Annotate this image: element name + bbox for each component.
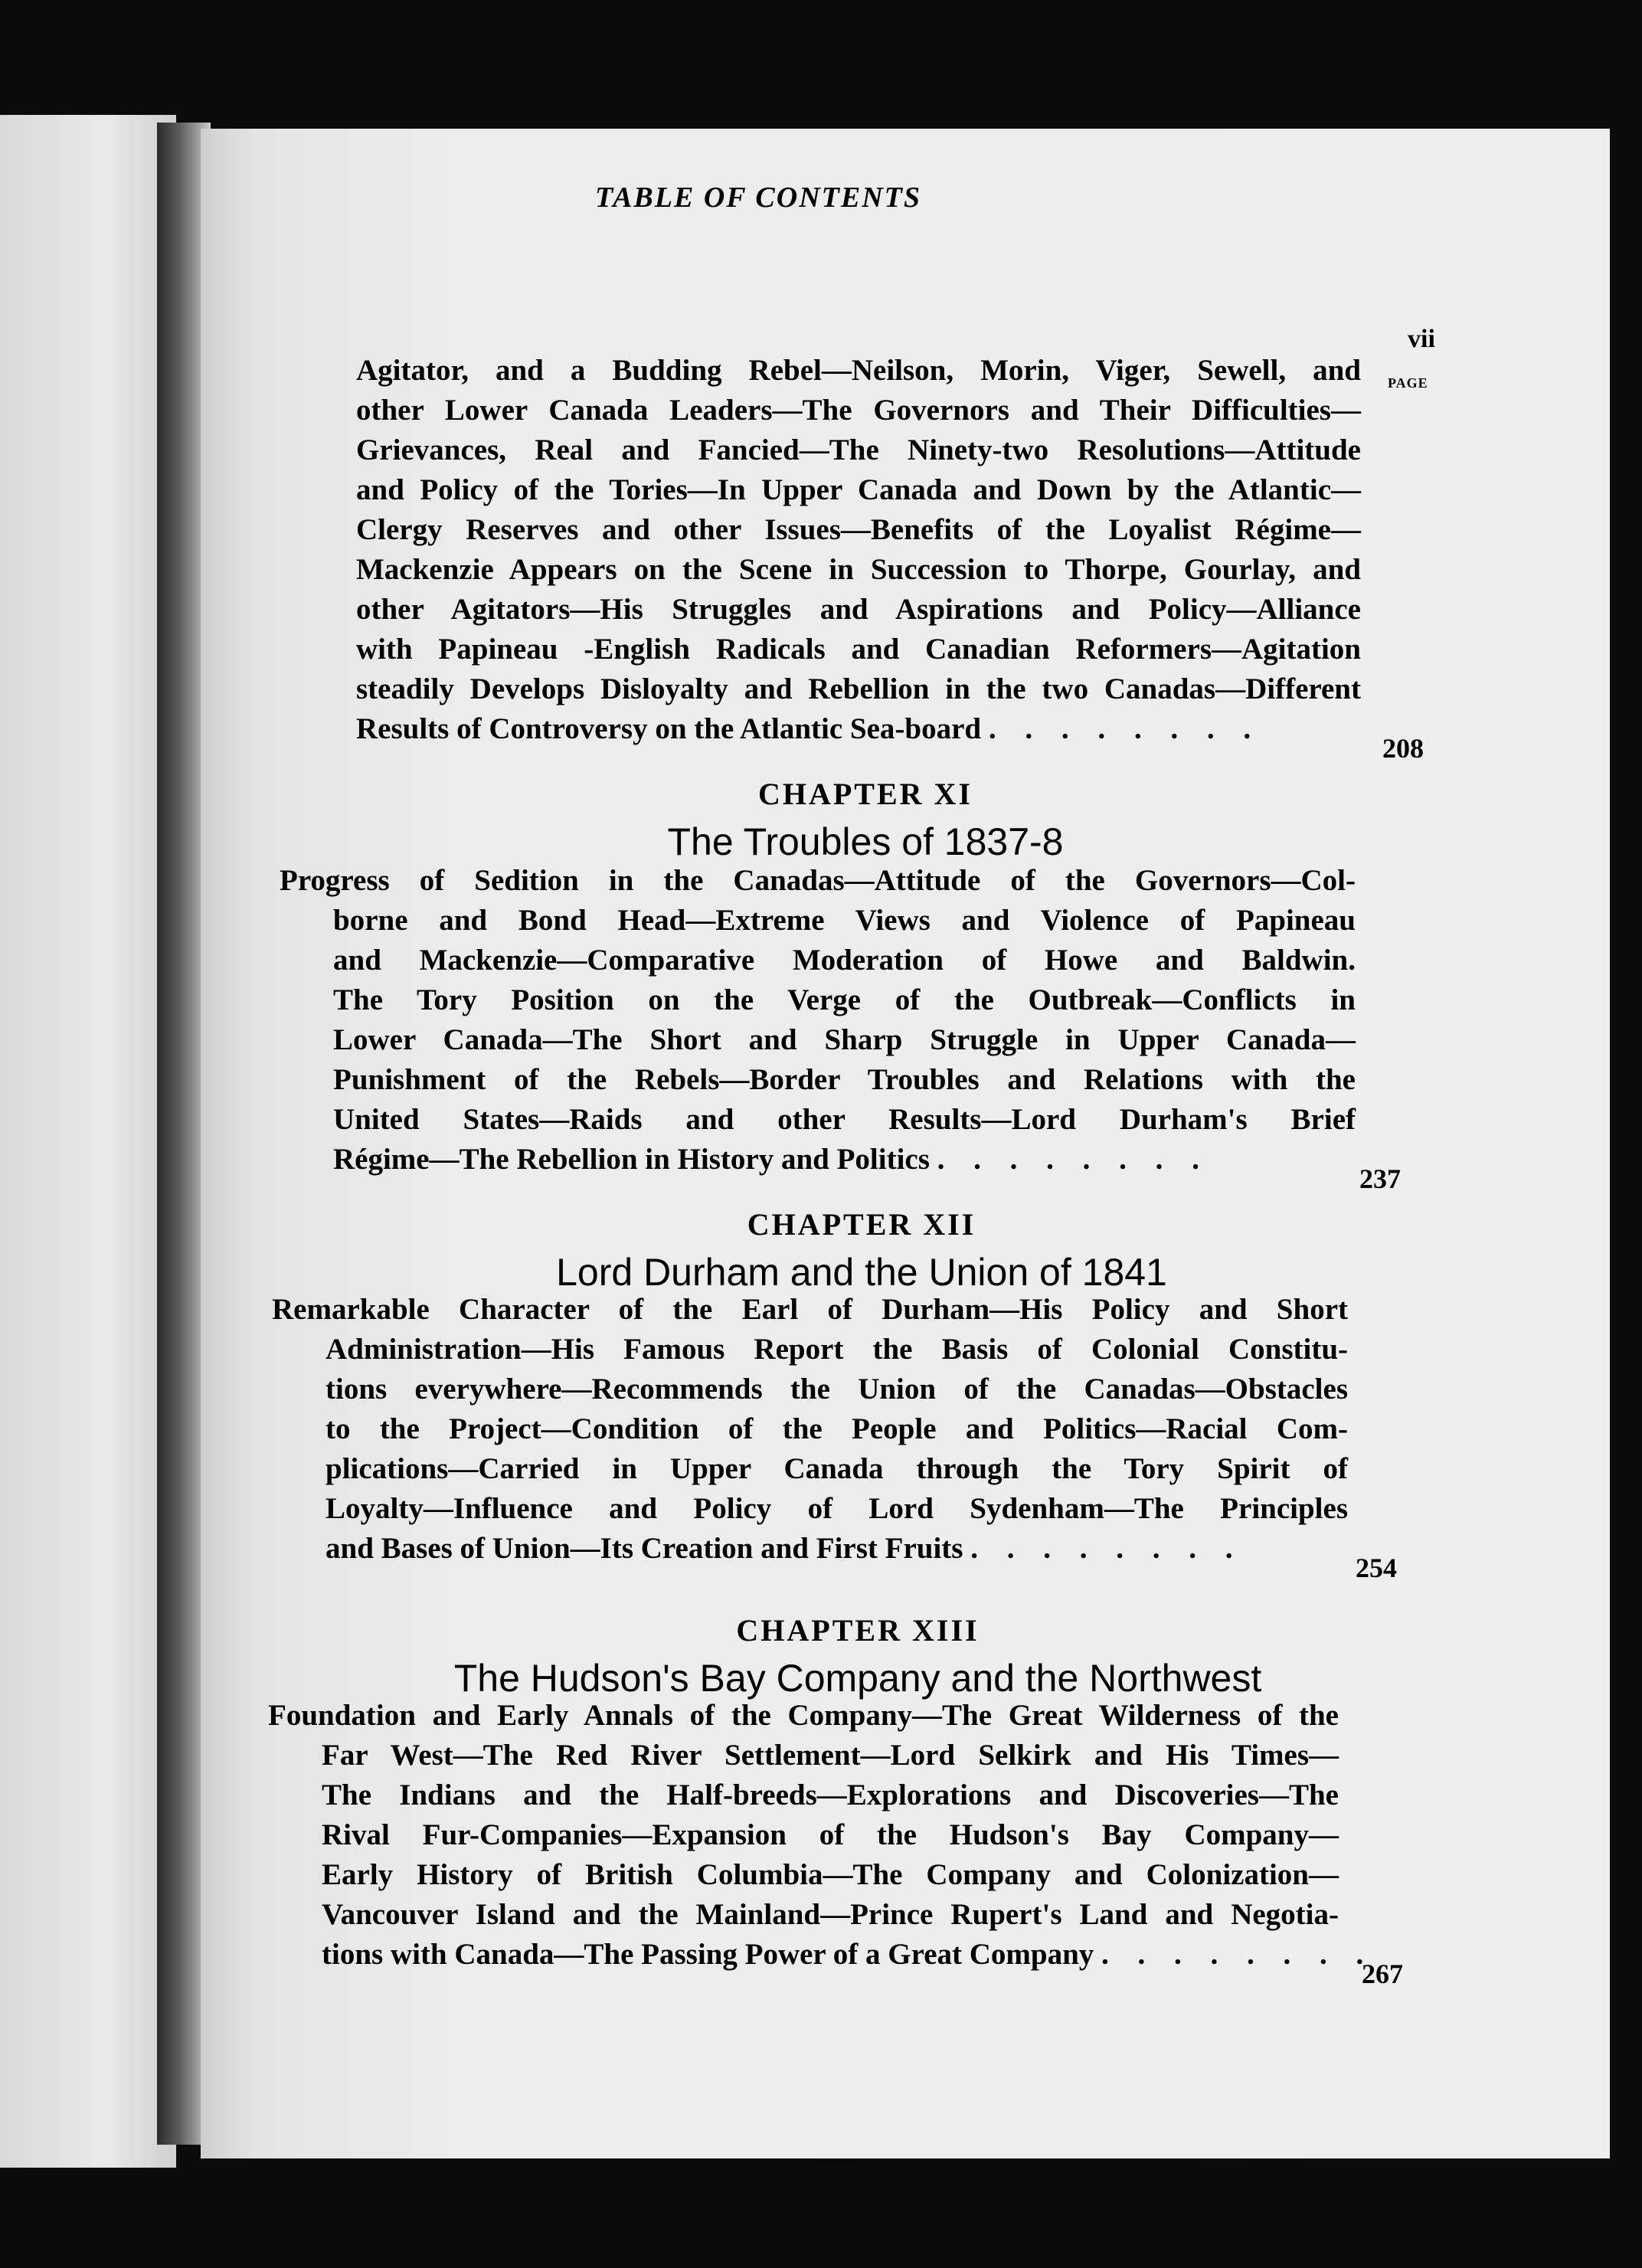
entry-line: Rival Fur-Companies—Expansion of the Hudson's Bay Company— <box>322 1818 1339 1851</box>
entry-page-number: 237 <box>1359 1163 1401 1194</box>
entry-line: The Indians and the Half-breeds—Explorations and Discoveries—The <box>322 1779 1339 1811</box>
leader-dots: . . . . . . . . <box>970 1532 1244 1565</box>
entry-line: Grievances, Real and Fancied—The Ninety-two Resolutions—Attitude <box>356 434 1361 466</box>
chapter-heading: CHAPTER XI <box>757 777 973 811</box>
page-number: vii <box>1408 325 1435 353</box>
entry-line: borne and Bond Head—Extreme Views and Violence of Papineau <box>333 904 1356 937</box>
entry-line: and Mackenzie—Comparative Moderation of Howe and Baldwin. <box>333 944 1356 977</box>
entry-line: United States—Raids and other Results—Lord Durham's Brief <box>333 1103 1356 1136</box>
entry-line: steadily Develops Disloyalty and Rebellion in the two Canadas—Different <box>356 673 1361 705</box>
entry-line: Vancouver Island and the Mainland—Prince Rupert's Land and Negotia- <box>322 1898 1339 1931</box>
entry-line-first: Remarkable Character of the Earl of Durham—His Policy and Short <box>272 1293 1348 1326</box>
toc-entry-chapter-xii <box>272 1290 1397 1583</box>
entry-line-last: and Bases of Union—Its Creation and First Fruits . . . . . . . . <box>325 1532 1244 1565</box>
entry-line-last: Results of Controversy on the Atlantic Sea-board . . . . . . . . <box>356 712 1262 745</box>
chapter-heading: CHAPTER XII <box>747 1207 976 1242</box>
left-page-edge <box>0 115 176 2168</box>
entry-line: Loyalty—Influence and Policy of Lord Sydenham—The Principles <box>325 1492 1348 1525</box>
leader-dots: . . . . . . . . <box>988 712 1262 745</box>
entry-line: with Papineau -English Radicals and Canadian Reformers—Agitation <box>356 633 1361 666</box>
entry-line: Administration—His Famous Report the Basis of Colonial Constitu- <box>325 1333 1348 1366</box>
entry-line: Mackenzie Appears on the Scene in Succession to Thorpe, Gourlay, and <box>356 553 1361 586</box>
page-column-label: PAGE <box>1388 375 1428 391</box>
entry-line: tions everywhere—Recommends the Union of the Canadas—Obstacles <box>325 1373 1348 1406</box>
entry-line-last: tions with Canada—The Passing Power of a Great Company . . . . . . . . <box>322 1938 1375 1971</box>
entry-line: The Tory Position on the Verge of the Outbreak—Conflicts in <box>333 983 1356 1016</box>
running-head: TABLE OF CONTENTS <box>594 182 922 214</box>
leader-dots: . . . . . . . . <box>1101 1938 1375 1971</box>
entry-line: plications—Carried in Upper Canada through the Tory Spirit of <box>325 1452 1348 1485</box>
entry-page-number: 267 <box>1362 1959 1403 1989</box>
entry-line: Lower Canada—The Short and Sharp Struggle in Upper Canada— <box>333 1023 1356 1056</box>
entry-line: Far West—The Red River Settlement—Lord Selkirk and His Times— <box>322 1739 1339 1772</box>
entry-line: Early History of British Columbia—The Company and Colonization— <box>322 1858 1339 1891</box>
chapter-title: The Hudson's Bay Company and the Northwest <box>453 1657 1262 1700</box>
entry-page-number: 208 <box>1382 733 1424 764</box>
entry-line-last: Régime—The Rebellion in History and Politics . . . . . . . . <box>333 1143 1210 1176</box>
entry-page-number: 254 <box>1356 1553 1397 1583</box>
leader-dots: . . . . . . . . <box>937 1143 1210 1176</box>
toc-entry-chapter-xiii <box>268 1696 1403 1989</box>
entry-line: other Lower Canada Leaders—The Governors and Their Difficulties— <box>356 394 1361 427</box>
entry-line: Clergy Reserves and other Issues—Benefits of the Loyalist Régime— <box>356 513 1361 546</box>
entry-line: and Policy of the Tories—In Upper Canada and Down by the Atlantic— <box>356 473 1361 506</box>
chapter-heading: CHAPTER XIII <box>736 1613 980 1648</box>
entry-line-first: Progress of Sedition in the Canadas—Attitude of the Governors—Col- <box>280 864 1356 897</box>
entry-line: other Agitators—His Struggles and Aspirations and Policy—Alliance <box>356 593 1361 626</box>
entry-line: Agitator, and a Budding Rebel—Neilson, Morin, Viger, Sewell, and <box>356 354 1361 387</box>
entry-line: Punishment of the Rebels—Border Troubles and Relations with the <box>333 1063 1356 1096</box>
toc-entry-chapter-xi <box>280 861 1401 1194</box>
entry-line-first: Foundation and Early Annals of the Company—The Great Wilderness of the <box>268 1699 1339 1732</box>
chapter-title: The Troubles of 1837-8 <box>667 820 1064 863</box>
chapter-title: Lord Durham and the Union of 1841 <box>556 1251 1167 1294</box>
entry-line: to the Project—Condition of the People and Politics—Racial Com- <box>325 1412 1348 1445</box>
